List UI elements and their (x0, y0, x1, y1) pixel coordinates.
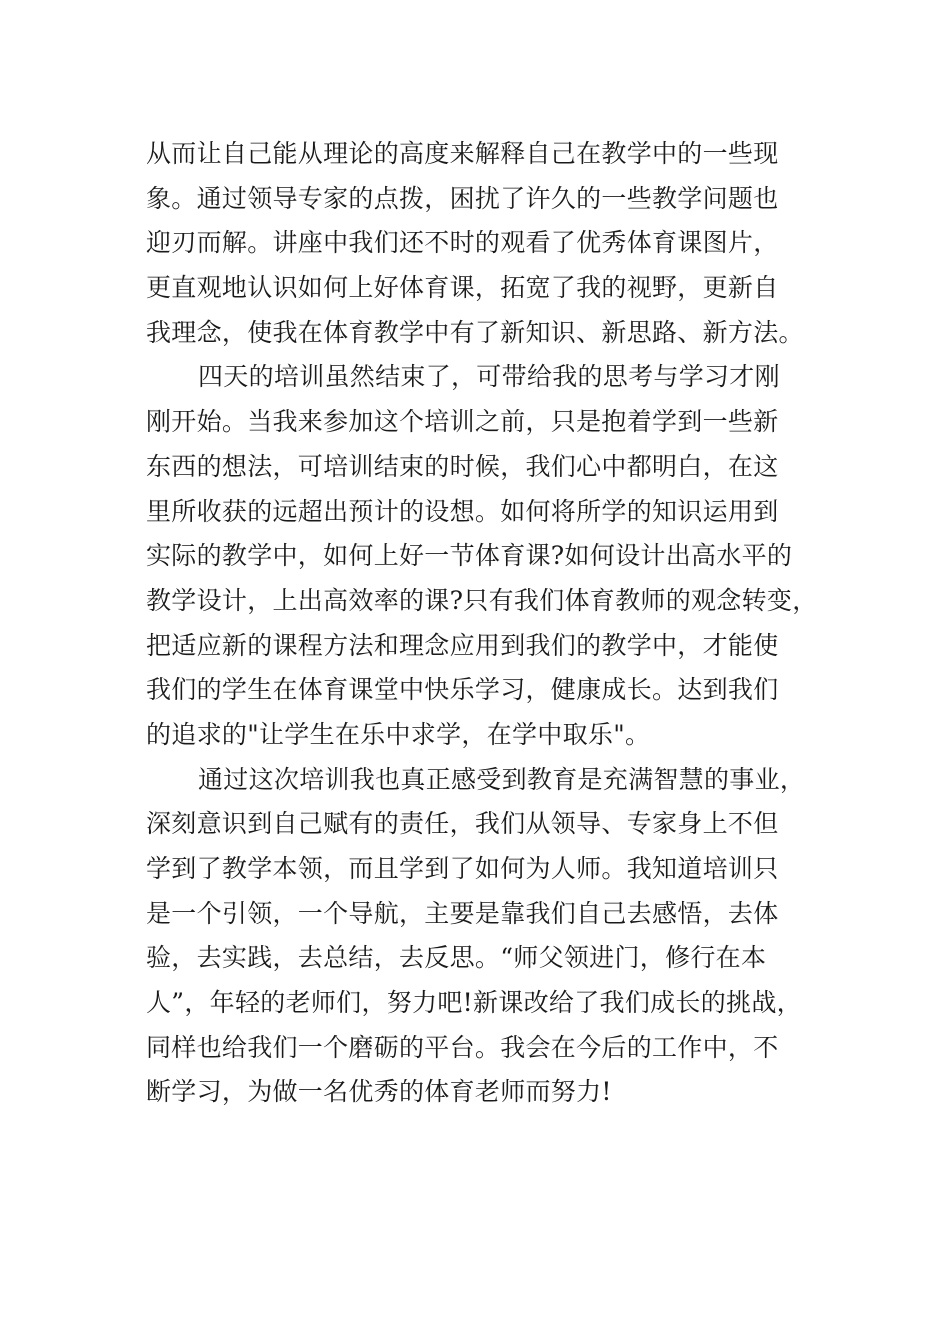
text-line: 把适应新的课程方法和理念应用到我们的教学中，才能使 (146, 630, 779, 660)
paragraph-first-line: 通过这次培训我也真正感受到教育是充满智慧的事业， (198, 764, 806, 794)
text-line: 教学设计，上出高效率的课?只有我们体育教师的观念转变， (146, 585, 818, 615)
text-line: 我们的学生在体育课堂中快乐学习，健康成长。达到我们 (146, 675, 779, 705)
text-line: 是一个引领，一个导航，主要是靠我们自己去感悟，去体 (146, 898, 779, 928)
text-line: 从而让自己能从理论的高度来解释自己在教学中的一些现 (146, 139, 779, 168)
text-line: 同样也给我们一个磨砺的平台。我会在今后的工作中，不 (146, 1032, 779, 1062)
text-line: 迎刃而解。讲座中我们还不时的观看了优秀体育课图片， (146, 228, 779, 258)
text-line: 里所收获的远超出预计的设想。如何将所学的知识运用到 (146, 496, 779, 526)
text-line: 人”，年轻的老师们，努力吧!新课改给了我们成长的挑战， (146, 988, 802, 1018)
text-line: 断学习，为做一名优秀的体育老师而努力! (146, 1077, 612, 1107)
paragraph-first-line: 四天的培训虽然结束了，可带给我的思考与学习才刚 (198, 362, 780, 392)
text-line: 实际的教学中，如何上好一节体育课?如何设计出高水平的 (146, 541, 793, 571)
text-line: 刚开始。当我来参加这个培训之前，只是抱着学到一些新 (146, 407, 779, 437)
text-line: 东西的想法，可培训结束的时候，我们心中都明白，在这 (146, 451, 779, 481)
body-text (146, 132, 826, 1115)
text-line: 验，去实践，去总结，去反思。“师父领进门，修行在本 (146, 943, 767, 973)
text-line: 的追求的"让学生在乐中求学，在学中取乐"。 (146, 719, 651, 749)
text-line: 我理念，使我在体育教学中有了新知识、新思路、新方法。 (146, 317, 804, 347)
text-line: 深刻意识到自己赋有的责任，我们从领导、专家身上不但 (146, 809, 779, 839)
text-line: 象。通过领导专家的点拨，困扰了许久的一些教学问题也 (146, 183, 779, 213)
text-line: 学到了教学本领，而且学到了如何为人师。我知道培训只 (146, 854, 779, 883)
text-line: 更直观地认识如何上好体育课，拓宽了我的视野，更新自 (146, 273, 779, 303)
